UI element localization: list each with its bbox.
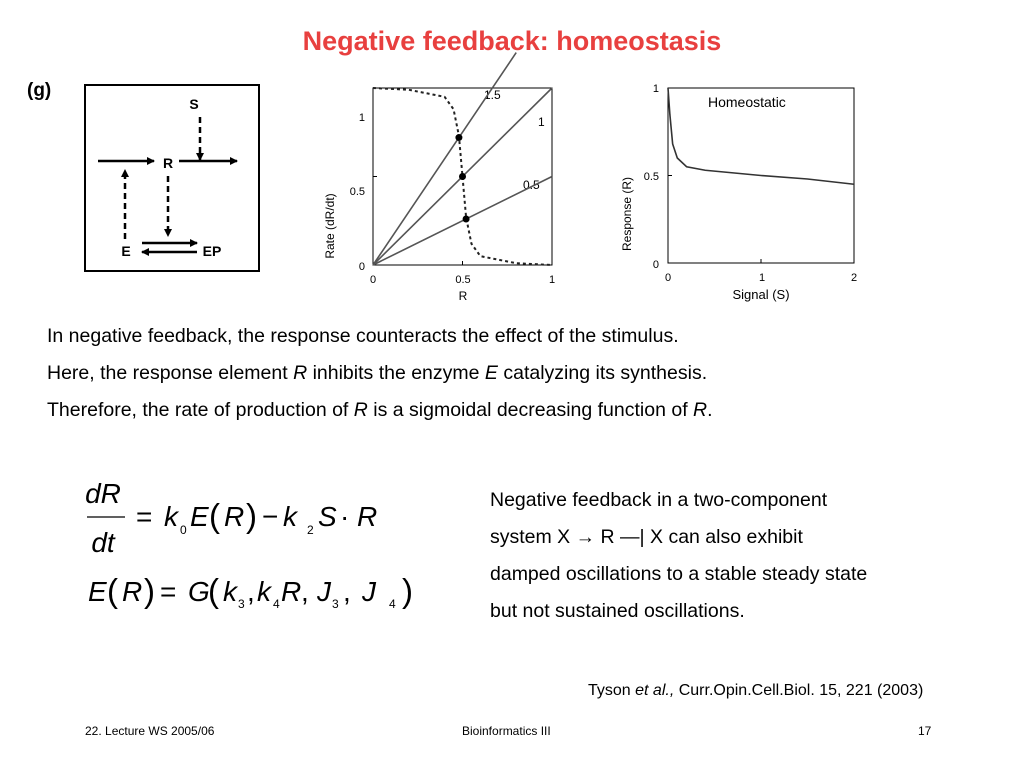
side-note-line: system X → R —| X can also exhibit xyxy=(490,526,803,548)
explanation-line: Here, the response element R inhibits the enzyme E catalyzing its synthesis. xyxy=(47,362,708,384)
svg-text:·: · xyxy=(340,501,350,532)
reference: Tyson et al., Curr.Opin.Cell.Biol. 15, 221 (2003) xyxy=(588,682,924,699)
explanation-line: Therefore, the rate of production of R is a sigmoidal decreasing function of R. xyxy=(47,399,713,421)
rate-line-label: 0.5 xyxy=(523,178,540,192)
svg-text:4: 4 xyxy=(389,597,396,611)
svg-text:−: − xyxy=(262,501,279,532)
rate-xlabel: R xyxy=(458,289,468,303)
svg-text:E: E xyxy=(88,576,107,607)
svg-text:R: R xyxy=(122,576,143,607)
arrow-symbol: → xyxy=(575,526,596,548)
side-note-line: Negative feedback in a two-component xyxy=(490,489,828,511)
footer-left: 22. Lecture WS 2005/06 xyxy=(85,724,215,738)
explanation-paragraph xyxy=(47,318,713,429)
response-xlabel: Signal (S) xyxy=(732,287,790,302)
response-ytick: 0 xyxy=(652,259,659,271)
svg-text:,: , xyxy=(343,576,351,607)
response-xtick: 1 xyxy=(758,272,766,284)
response-plot xyxy=(614,80,874,305)
svg-text:(: ( xyxy=(208,572,219,609)
node-r: R xyxy=(162,155,174,171)
rate-ytick: 1 xyxy=(358,112,365,124)
response-ytick: 1 xyxy=(652,83,659,95)
svg-text:k: k xyxy=(283,501,297,532)
svg-text:(: ( xyxy=(209,497,220,534)
svg-text:): ) xyxy=(246,497,257,534)
panel-label: (g) xyxy=(27,80,52,101)
svg-text:G: G xyxy=(188,576,210,607)
rate-ytick: 0.5 xyxy=(349,186,365,198)
steady-state-point xyxy=(455,134,462,141)
response-xtick: 0 xyxy=(664,272,672,284)
side-note xyxy=(490,482,1010,630)
rate-xtick: 0 xyxy=(369,274,377,286)
svg-text:(: ( xyxy=(107,572,118,609)
svg-text:=: = xyxy=(136,501,153,532)
svg-text:0: 0 xyxy=(180,523,187,537)
svg-text:E: E xyxy=(190,501,209,532)
svg-text:R: R xyxy=(281,576,302,607)
svg-text:,: , xyxy=(247,576,255,607)
rate-line-label: 1 xyxy=(538,115,545,129)
svg-text:3: 3 xyxy=(238,597,245,611)
node-e: E xyxy=(121,243,131,259)
svg-text:3: 3 xyxy=(332,597,339,611)
side-note-line: damped oscillations to a stable steady state xyxy=(490,563,868,585)
svg-text:J: J xyxy=(317,576,331,607)
side-note-line: but not sustained oscillations. xyxy=(490,600,745,622)
svg-text:R: R xyxy=(357,501,378,532)
rate-ytick: 0 xyxy=(358,261,365,273)
footer-page-number: 17 xyxy=(918,724,932,738)
svg-text:): ) xyxy=(144,572,155,609)
rate-line-label: 1.5 xyxy=(484,88,501,102)
explanation-line: In negative feedback, the response counteracts the effect of the stimulus. xyxy=(47,325,679,347)
svg-text:,: , xyxy=(301,576,309,607)
series-line xyxy=(373,53,516,265)
svg-text:): ) xyxy=(402,572,413,609)
rate-ylabel: Rate (dR/dt) xyxy=(323,193,337,259)
svg-text:k: k xyxy=(164,501,178,532)
slide-title: Negative feedback: homeostasis xyxy=(302,26,722,56)
equations xyxy=(80,470,440,620)
svg-text:k: k xyxy=(257,576,271,607)
footer-center: Bioinformatics III xyxy=(462,724,551,738)
node-s: S xyxy=(189,96,199,112)
steady-state-point xyxy=(459,173,466,180)
response-ytick: 0.5 xyxy=(643,171,659,183)
rate-plot xyxy=(316,80,566,305)
rate-xtick: 0.5 xyxy=(455,274,471,286)
svg-text:J: J xyxy=(362,576,376,607)
svg-text:S: S xyxy=(318,501,337,532)
network-diagram xyxy=(84,84,260,272)
rate-equation xyxy=(85,478,377,558)
svg-text:4: 4 xyxy=(273,597,280,611)
inhibit-symbol: —| xyxy=(620,526,645,548)
series-line xyxy=(373,177,552,266)
steady-state-point xyxy=(463,215,470,222)
svg-text:k: k xyxy=(223,576,237,607)
svg-text:dt: dt xyxy=(91,527,115,558)
enzyme-equation xyxy=(88,572,413,611)
rate-xtick: 1 xyxy=(548,274,556,286)
response-xtick: 2 xyxy=(850,272,858,284)
svg-text:2: 2 xyxy=(307,523,314,537)
response-annotation: Homeostatic xyxy=(708,94,786,110)
svg-text:dR: dR xyxy=(85,478,121,509)
svg-text:R: R xyxy=(224,501,245,532)
node-ep: EP xyxy=(202,243,222,259)
svg-text:=: = xyxy=(160,576,177,607)
response-ylabel: Response (R) xyxy=(620,176,634,252)
